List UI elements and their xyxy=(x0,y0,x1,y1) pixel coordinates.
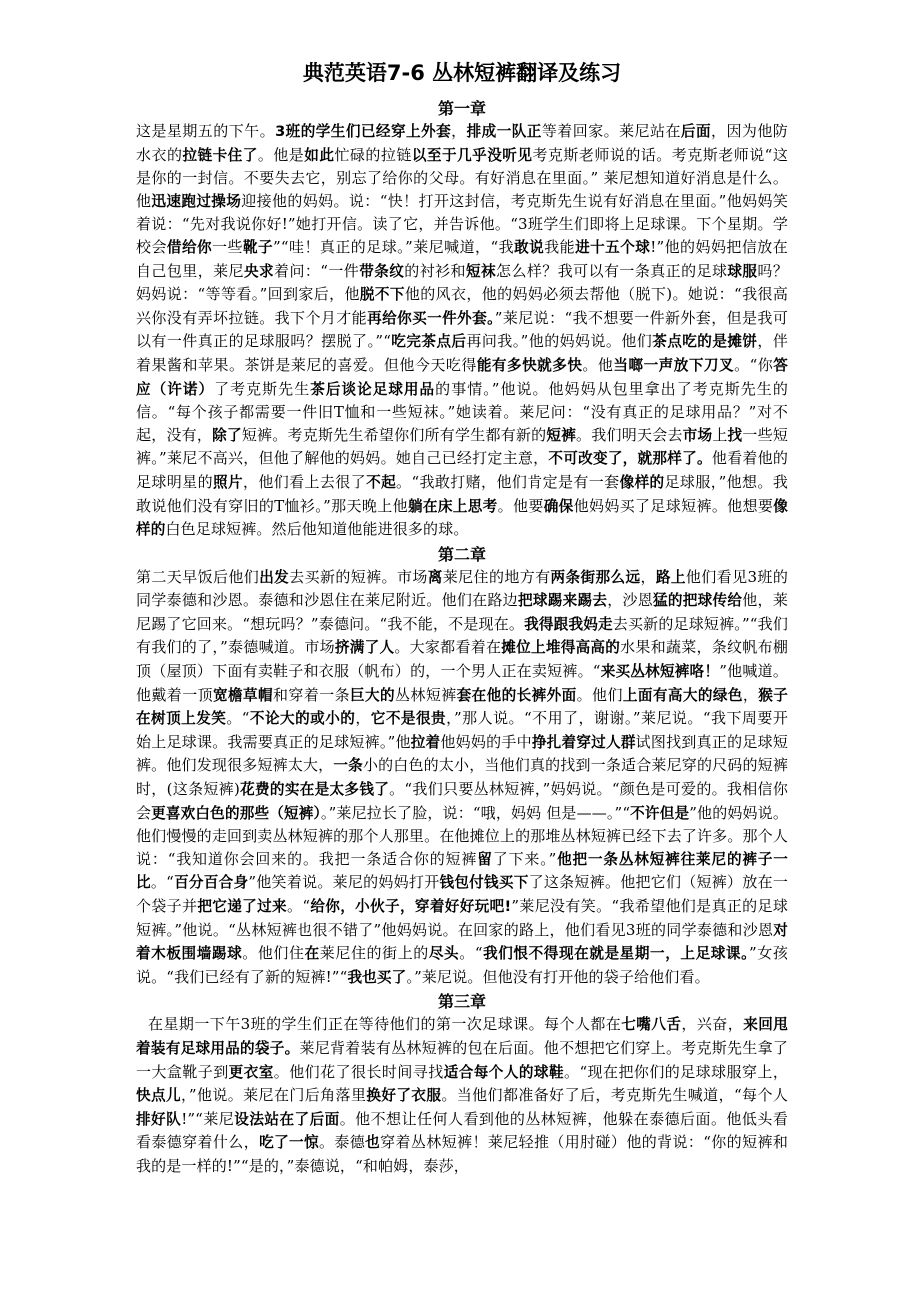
bold-phrase: 央求 xyxy=(243,262,275,280)
bold-phrase: 来回甩着装有足球用品的袋子。 xyxy=(136,1016,789,1057)
text-run: ”“哇！真正的足球。”莱尼喊道，“我 xyxy=(273,237,515,256)
text-run: 他们看见3班的同学泰德和沙恩。泰德和沙恩住在莱尼附近。他们在路边 xyxy=(136,567,788,610)
text-run: 小的白色的太小，当他们真的找到一条适合莱尼穿的尺码的短裤时，(这条短裤) xyxy=(136,756,789,799)
bold-phrase: 猴子在树顶上发笑 xyxy=(136,686,788,728)
bold-phrase: 尽头 xyxy=(428,945,460,963)
bold-phrase: 市场 xyxy=(682,426,713,444)
bold-phrase: 我们恨不得现在就是星期一，上足球课。 xyxy=(482,945,749,963)
text-run: 在星期一下午3班的学生们正在等待他们的第一次足球课。每个人都在 xyxy=(148,1015,622,1034)
bold-phrase: 堆得高高的 xyxy=(545,639,621,657)
chapter-heading: 第一章 xyxy=(437,99,486,118)
text-run: ”他的妈妈说。他们慢慢的走回到卖丛林短裤的那个人那里。在他摊位上的那堆丛林短裤已经下去了许多。那个人说：“我知道你会回来的。我把一条适合你的短裤 xyxy=(136,803,788,868)
bold-phrase: 能有多快就多快 xyxy=(476,356,583,374)
text-run: 吗？妈妈说：“等等看。”回到家后，他 xyxy=(136,261,788,304)
text-run: 丛林短裤 xyxy=(395,685,457,704)
bold-phrase: 不起 xyxy=(366,473,397,491)
text-run: ，因为他防水衣的 xyxy=(136,122,788,164)
text-run: 他，莱尼踢了它回来。“想玩吗？”泰德问。“我不能，不是现在。 xyxy=(136,591,788,633)
chapter-1 xyxy=(136,98,788,542)
bold-phrase: 确保 xyxy=(543,497,574,515)
chapter-body xyxy=(136,1013,788,1177)
text-run: 了下来。” xyxy=(492,849,557,868)
text-run: !”他的妈妈把信放在自己包里，莱尼 xyxy=(136,237,788,280)
text-run: 穿着丛林短裤！莱尼轻推（用肘碰）他的背说：“你的短裤和我的是一样的!”“是的，”泰德说，“和帕姆，泰莎， xyxy=(136,1133,788,1175)
bold-phrase: 排成一队正 xyxy=(466,123,542,140)
text-run: 迎接他的妈妈。说：“快！打开这封信，考克斯先生说有好消息在里面。”他妈妈笑着说：“先对我说你好!”她打开信。读了它，并告诉他。“3班学生们即将上足球课。下个星期。学校会 xyxy=(136,191,788,256)
bold-phrase: 拉链卡住了 xyxy=(182,146,258,164)
bold-phrase: 茶后谈论 xyxy=(310,380,373,398)
text-run: 怎么样？我可以有一条真正的足球 xyxy=(496,261,728,280)
bold-phrase: 我也买了 xyxy=(347,968,407,986)
bold-phrase: 吃完茶点后 xyxy=(391,333,467,351)
text-run: ，伴着果酱和苹果。茶饼是莱尼的喜爱。但他今天吃得 xyxy=(136,332,788,374)
bold-phrase: 我得跟我妈走 xyxy=(524,615,613,633)
bold-phrase: 3班的学生们已经穿上外套 xyxy=(275,123,452,140)
text-run: 。“我敢打赌，他们肯定是有一套 xyxy=(396,472,620,491)
bold-phrase: 带条纹 xyxy=(359,262,405,280)
text-run: 去买新的足球短裤。”“我们有我们的了，”泰德喊道。市场 xyxy=(136,614,789,657)
bold-phrase: 上面有高大的绿色 xyxy=(622,686,743,704)
bold-phrase: 留 xyxy=(477,850,493,868)
bold-phrase: 脱不下 xyxy=(359,286,405,304)
bold-phrase: 一条 xyxy=(333,757,363,775)
text-run: 白色足球短裤。然后他知道他能进很多的球。 xyxy=(165,520,469,539)
bold-phrase: 照片 xyxy=(212,473,243,491)
text-run: 。他要 xyxy=(497,496,544,515)
text-run: 。“ xyxy=(459,944,483,963)
text-run: 再问我。”他的妈妈说。他们 xyxy=(466,332,653,351)
text-run: 去买新的短裤。市场 xyxy=(289,567,428,586)
bold-phrase: 更衣室 xyxy=(228,1063,274,1081)
text-run: 。他们 xyxy=(576,685,623,704)
text-run: 了考克斯先生 xyxy=(214,379,311,398)
text-run: 考克斯老师说的话。考克斯老师说“这是你的一封信。不要失去它，别忘了给你的父母。有好消息在里面。” 莱尼想知道好消息是什么。他 xyxy=(136,145,788,210)
text-run: 。“ xyxy=(226,709,250,728)
text-run: ，兴奋， xyxy=(681,1015,744,1034)
bold-phrase: 也 xyxy=(365,1134,381,1152)
text-run: 第二天早饭后他们 xyxy=(136,567,260,586)
text-run: 他妈妈买了足球短裤。他想要 xyxy=(573,496,774,515)
bold-phrase: 挤满了人 xyxy=(334,639,395,657)
chapter-3 xyxy=(136,991,788,1177)
bold-phrase: 挣扎着穿过人群 xyxy=(531,733,636,751)
bold-phrase: 不许但是 xyxy=(630,804,690,822)
chapter-heading: 第三章 xyxy=(437,992,486,1012)
bold-phrase: 进十五个球 xyxy=(575,238,651,256)
chapter-body xyxy=(136,566,788,990)
text-run: 他妈妈的手中 xyxy=(440,732,532,751)
text-run: 我能 xyxy=(544,237,576,256)
bold-phrase: 迅速跑过操场 xyxy=(151,192,242,210)
bold-phrase: 后面 xyxy=(680,123,711,140)
bold-phrase: 除了 xyxy=(212,426,242,444)
text-run: 。我们明天会去 xyxy=(576,425,683,444)
text-run: 。“你 xyxy=(734,355,774,374)
bold-phrase: 敢说 xyxy=(514,238,545,256)
text-run: 莱尼住的地方有 xyxy=(442,567,551,586)
text-run: 和穿着一条 xyxy=(273,685,351,704)
text-run: 忙碌的拉链 xyxy=(334,145,412,164)
bold-phrase: 足球用品 xyxy=(372,380,436,398)
bold-phrase: 吃了一惊 xyxy=(259,1134,320,1152)
bold-phrase: 拉着 xyxy=(410,733,441,751)
bold-phrase: 把它递了过来 xyxy=(197,898,287,915)
bold-phrase: 换好了衣服 xyxy=(366,1087,442,1105)
bold-phrase: 百分百合身 xyxy=(173,874,249,892)
text-run: 足球服，”他想。我敢说他们没有穿旧的T恤衫。”那天晚上他 xyxy=(136,472,788,515)
text-run: ”莱尼没有笑。“我希望他们是真正的足球短裤。”他说。“丛林短裤也很不错了”他妈妈说。在回家的路上，他们看见3班的同学泰德和沙恩 xyxy=(136,897,788,939)
text-run: 。他们住 xyxy=(242,944,305,963)
bold-phrase: 短裤 xyxy=(546,426,577,444)
text-run: 了这条短裤。他把它们（短裤）放在一个袋子并 xyxy=(136,873,788,915)
text-run: 。当他们都准备好了后，考克斯先生喊道，“每个人 xyxy=(441,1086,788,1105)
text-run: 这是星期五的下午。 xyxy=(136,122,276,140)
text-run: 一些短裤。”莱尼不高兴，但他了解他的妈妈。她自己已经打定主意， xyxy=(136,425,788,468)
text-run: ，沙恩 xyxy=(607,591,654,610)
text-run: ， xyxy=(640,567,656,586)
text-run: ， xyxy=(355,709,371,728)
text-run: 试图找到真正的足球短裤。他们发现很多短裤太大， xyxy=(136,732,788,775)
chapter-2 xyxy=(136,544,788,990)
text-run: 上 xyxy=(712,425,728,444)
bold-phrase: 更喜欢白色的那些（短裤） xyxy=(151,804,321,822)
bold-phrase: 找 xyxy=(727,426,743,444)
bold-phrase: 不论大的或小的 xyxy=(249,710,356,728)
bold-phrase: 对着木板围墙踢球 xyxy=(136,921,788,963)
text-run: ，他们看上去很了 xyxy=(242,472,367,491)
text-run: ，”那人说。“不用了，谢谢。”莱尼说。“我下周要开始上足球课。我需要真正的足球短裤。”他 xyxy=(136,709,788,751)
text-run: 他看着他的足球明星的 xyxy=(136,449,788,491)
text-run: 。“ xyxy=(150,873,174,892)
bold-phrase: 来买丛林短裤咯！ xyxy=(600,663,720,681)
bold-phrase: 答应（许诺） xyxy=(136,356,788,398)
text-run: ”他喊道。他戴着一顶 xyxy=(136,662,788,704)
bold-phrase: 像样的 xyxy=(619,473,665,491)
bold-phrase: 球服 xyxy=(727,262,758,280)
text-run: ， xyxy=(451,122,467,140)
text-run: 。“我们只要丛林短裤，”妈妈说。“颜色是可爱的。我相信你会 xyxy=(136,780,788,822)
chapter-body xyxy=(136,120,788,542)
bold-phrase: 借给你 xyxy=(166,238,213,256)
text-run: 短裤。考克斯先生希望你们所有学生都有新的 xyxy=(241,425,547,444)
bold-phrase: 在 xyxy=(304,945,320,963)
bold-phrase: 适合每个人的球鞋 xyxy=(443,1063,564,1081)
text-run: 。”莱尼拉长了脸，说：“哦，妈妈 但是——。”“ xyxy=(320,803,631,822)
bold-phrase: 它不是很贵 xyxy=(370,710,447,728)
text-run: 。”莱尼说。但他没有打开他的袋子给他们看。 xyxy=(406,967,710,986)
text-run: ”他笑着说。莱尼的妈妈打开 xyxy=(248,873,440,892)
text-run: 他的风衣，他的妈妈必须去帮他（脱下)。她说：“我很高兴你没有弄坏拉链。我下个月才能 xyxy=(136,285,788,327)
bold-phrase: 如此 xyxy=(304,146,335,164)
bold-phrase: 给你，小伙子，穿着好好玩吧! xyxy=(310,898,512,915)
bold-phrase: 离 xyxy=(427,568,443,586)
bold-phrase: 花费的实在是太多钱了 xyxy=(239,781,390,799)
text-run: ，”他说。莱尼在门后角落里 xyxy=(180,1086,367,1105)
text-run: !”“莱尼 xyxy=(181,1109,235,1128)
text-run: 。他们花了很长时间寻找 xyxy=(273,1062,444,1081)
text-run: 。他不想让任何人看到他的丛林短裤，他躲在泰德后面。他低头看看泰德穿着什么， xyxy=(136,1109,788,1152)
text-run: 。“ xyxy=(287,897,311,915)
text-run: 一些 xyxy=(212,237,243,256)
bold-phrase: 排好队 xyxy=(136,1110,182,1128)
text-run: 。泰德 xyxy=(319,1133,366,1152)
bold-phrase: 不可改变了，就那样了。 xyxy=(548,450,712,468)
bold-phrase: 设法站在了后面 xyxy=(234,1110,340,1128)
chapter-heading: 第二章 xyxy=(437,544,486,564)
bold-phrase: 短袜 xyxy=(465,262,497,280)
bold-phrase: 套在他的长裤外面 xyxy=(456,686,577,704)
bold-phrase: 钱包付钱买下 xyxy=(439,874,529,892)
bold-phrase: 快点儿 xyxy=(136,1087,181,1105)
text-run: 等着回家。莱尼站在 xyxy=(541,122,681,140)
text-run: 。大家都看着在 xyxy=(394,638,502,657)
bold-phrase: 猛的把球传给 xyxy=(653,592,743,610)
document-title: 典范英语7-6 丛林短裤翻译及练习 xyxy=(302,61,622,85)
text-run: ”莱尼说：“我不想要一件新外套，但是我可以有一件真正的足球服吗？摆脱了。”“ xyxy=(136,308,788,351)
bold-phrase: 他把一条丛林短裤往莱尼的裤子一比 xyxy=(136,850,788,892)
bold-phrase: 路上 xyxy=(655,568,686,586)
bold-phrase: 躺在床上思考 xyxy=(407,497,498,515)
bold-phrase: 把球踢来踢去 xyxy=(517,592,608,610)
bold-phrase: 出发 xyxy=(259,568,290,586)
text-run: 。“现在把你们的足球球服穿上， xyxy=(564,1062,789,1081)
text-run: 莱尼背着装有丛林短裤的包在后面。他不想把它们穿上。考克斯先生拿了一大盒靴子到 xyxy=(136,1038,788,1081)
bold-phrase: 再给你买一件外套。 xyxy=(367,309,495,327)
text-run: ”女孩说。“我们已经有了新的短裤!”“ xyxy=(136,944,788,986)
text-run: 莱尼住的街上的 xyxy=(319,944,429,963)
bold-phrase: 像样的 xyxy=(136,497,789,539)
bold-phrase: 靴子 xyxy=(242,238,274,256)
text-run: 着问：“一件 xyxy=(274,261,360,280)
text-run: 。他 xyxy=(582,355,614,374)
text-run: 的事情。”他说。他妈妈从包里拿出了考克斯先生的信。“每个孩子都需要一件旧T恤和一些短袜。”她读着。莱尼问：“没有真正的足球用品？”对不起，没有， xyxy=(136,379,788,444)
text-run: 。他是 xyxy=(257,145,305,164)
bold-phrase: 以至于几乎没听见 xyxy=(411,146,533,164)
bold-phrase: 两条街那么远 xyxy=(550,568,641,586)
text-run: ， xyxy=(742,685,759,704)
text-run: 的衬衫和 xyxy=(404,261,466,280)
bold-phrase: 巨大的 xyxy=(350,686,396,704)
bold-phrase: 当啷一声放下刀叉 xyxy=(613,356,735,374)
bold-phrase: 七嘴八舌 xyxy=(621,1016,682,1034)
text-run: 水果和蔬菜，条纹帆布棚顶（屋顶）下面有卖鞋子和衣服（帆布）的，一个男人正在卖短裤。“ xyxy=(136,638,788,681)
bold-phrase: 茶点吃的是摊饼 xyxy=(652,333,758,351)
bold-phrase: 摊位上 xyxy=(501,639,546,657)
bold-phrase: 宽檐草帽 xyxy=(213,686,274,704)
